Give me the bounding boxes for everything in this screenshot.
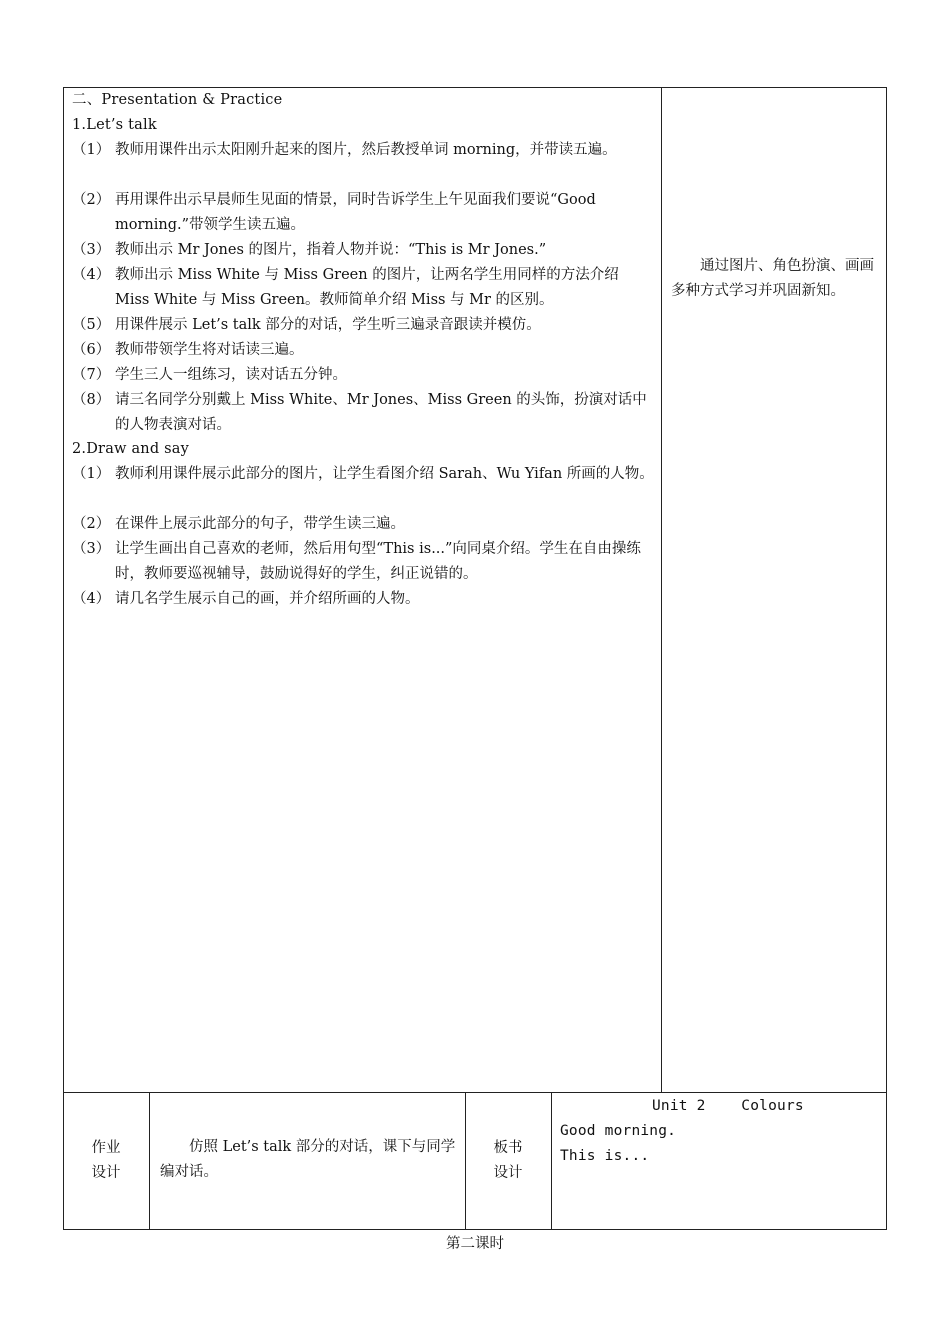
item-text: 教师带领学生将对话读三遍。: [115, 342, 304, 358]
list-item: [72, 512, 657, 537]
item-number: （6）: [72, 342, 111, 358]
teaching-intent-note: 通过图片、角色扮演、画画多种方式学习并巩固新知。: [671, 258, 874, 299]
column-divider: [661, 87, 662, 1093]
item-text: 教师用课件出示太阳刚升起来的图片，然后教授单词 morning，并带读五遍。: [115, 142, 617, 158]
board-label-2: 设计: [493, 1165, 523, 1181]
list-item: [72, 138, 657, 163]
item-number: （4）: [72, 267, 111, 283]
item-number: （8）: [72, 392, 111, 408]
item-text: 请三名同学分别戴上 Miss White、Mr Jones、Miss Green 的头饰，扮演对话中的人物表演对话。: [115, 392, 647, 433]
item-number: （7）: [72, 367, 111, 383]
item-number: （3）: [72, 242, 111, 258]
homework-label-1: 作业: [91, 1140, 121, 1156]
item-text: 让学生画出自己喜欢的老师，然后用句型“This is...”向同桌介绍。学生在自由操练时，教师要巡视辅导，鼓励说得好的学生，纠正说错的。: [115, 541, 641, 582]
item-number: （2）: [72, 516, 111, 532]
item-number: （5）: [72, 317, 111, 333]
item-number: （3）: [72, 541, 111, 557]
list-item: [72, 587, 657, 612]
item-text: 在课件上展示此部分的句子，带学生读三遍。: [115, 516, 405, 532]
bottom-divider-1: [149, 1092, 150, 1230]
item-text: 再用课件出示早晨师生见面的情景，同时告诉学生上午见面我们要说“Good morning.”带领学生读五遍。: [115, 192, 596, 233]
homework-label-2: 设计: [91, 1165, 121, 1181]
board-title: Unit 2 Colours: [652, 1098, 804, 1114]
item-number: （1）: [72, 142, 111, 158]
board-label-1: 板书: [493, 1140, 523, 1156]
item-text: 用课件展示 Let’s talk 部分的对话，学生听三遍录音跟读并模仿。: [115, 317, 541, 333]
part1-title: 1.Let’s talk: [72, 117, 157, 133]
item-number: （1）: [72, 466, 111, 482]
section-title: 二、Presentation & Practice: [72, 92, 283, 108]
list-item: [72, 338, 657, 363]
item-text: 请几名学生展示自己的画，并介绍所画的人物。: [115, 591, 420, 607]
row-divider: [63, 1092, 887, 1093]
item-text: 教师利用课件展示此部分的图片，让学生看图介绍 Sarah、Wu Yifan 所画的人物。: [115, 466, 654, 482]
list-item: [72, 363, 657, 388]
list-item: [72, 313, 657, 338]
list-item: [72, 388, 657, 438]
board-line-1: Good morning.: [560, 1123, 677, 1139]
homework-text: 仿照 Let’s talk 部分的对话，课下与同学编对话。: [160, 1139, 456, 1180]
list-item: [72, 537, 657, 587]
item-number: （2）: [72, 192, 111, 208]
item-text: 学生三人一组练习，读对话五分钟。: [115, 367, 347, 383]
part2-title: 2.Draw and say: [72, 441, 190, 457]
lesson-period-caption: 第二课时: [446, 1236, 504, 1252]
item-text: 教师出示 Mr Jones 的图片，指着人物并说：“This is Mr Jones.”: [115, 242, 547, 258]
bottom-divider-3: [551, 1092, 552, 1230]
list-item: [72, 188, 657, 238]
item-text: 教师出示 Miss White 与 Miss Green 的图片，让两名学生用同样的方法介绍 Miss White 与 Miss Green。教师简单介绍 Miss 与 Mr 的区别。: [115, 267, 619, 308]
list-item: [72, 462, 657, 487]
board-line-2: This is...: [560, 1148, 650, 1164]
list-item: [72, 238, 657, 263]
list-item: [72, 263, 657, 313]
item-number: （4）: [72, 591, 111, 607]
